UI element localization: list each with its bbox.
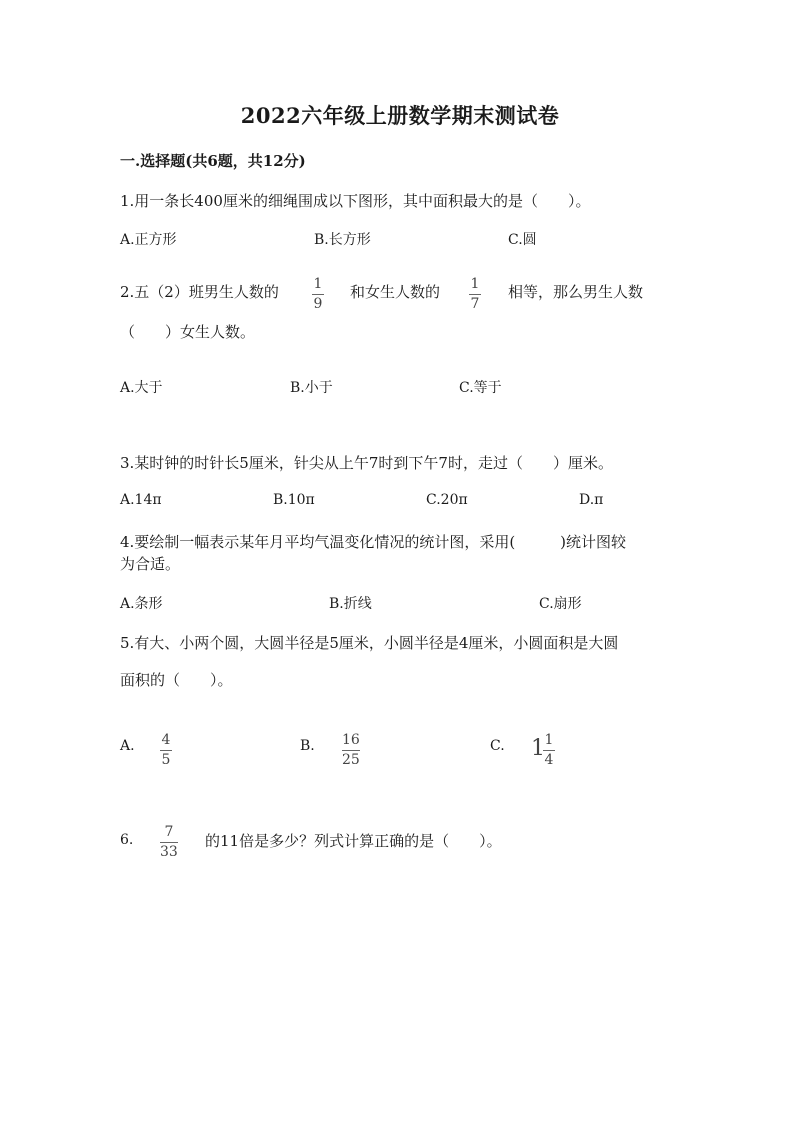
fraction-numerator: 16 [342,732,360,748]
question-3-text: 3.某时钟的时针长5厘米，针尖从上午7时到下午7时，走过（ ）厘米。 [120,454,613,472]
fraction-bar [160,750,172,751]
fraction-numerator: 1 [470,276,480,292]
fraction-denominator: 9 [313,296,323,312]
question-4-text-line2: 为合适。 [120,555,181,573]
question-1-text: 1.用一条长400厘米的细绳围成以下图形，其中面积最大的是（ ）。 [120,192,591,210]
q5-option-b-label: B. [300,738,315,754]
section-heading: 一.选择题(共6题，共12分) [120,152,306,170]
q5-option-c-fraction [543,732,555,769]
q1-option-a: A.正方形 [120,232,177,248]
fraction-bar [543,750,555,751]
q5-option-a-fraction [160,732,172,769]
fraction-denominator: 25 [342,752,360,768]
q3-option-a: A.14π [120,492,162,508]
q1-option-c: C.圆 [508,232,537,248]
fraction-denominator: 4 [544,752,554,768]
fraction-bar [312,294,324,295]
fraction-bar [342,750,360,751]
question-2-text-part2: 和女生人数的 [350,283,441,301]
q4-option-c: C.扇形 [539,596,582,612]
q4-option-a: A.条形 [120,596,163,612]
question-4-text-line1: 4.要绘制一幅表示某年月平均气温变化情况的统计图，采用( )统计图较 [120,533,627,551]
question-5-text-line2: 面积的（ ）。 [120,671,233,689]
q5-option-c-whole: 1 [531,736,545,761]
fraction-numerator: 7 [164,824,174,840]
fraction-denominator: 33 [160,844,178,860]
q6-fraction-7-33 [160,824,178,861]
q3-option-c: C.20π [426,492,468,508]
fraction-numerator: 4 [161,732,171,748]
fraction-numerator: 1 [313,276,323,292]
fraction-bar [160,842,178,843]
question-6-text: 的11倍是多少？列式计算正确的是（ ）。 [205,832,502,850]
q5-option-c-label: C. [490,738,505,754]
page-title: 2022六年级上册数学期末测试卷 [240,103,560,128]
q2-option-c: C.等于 [459,380,502,396]
q2-option-a: A.大于 [120,380,163,396]
q4-option-b: B.折线 [329,596,372,612]
question-6-label: 6. [120,832,134,848]
q2-fraction-1-9 [312,276,324,313]
question-2-text-line2: （ ）女生人数。 [120,323,256,341]
fraction-numerator: 1 [544,732,554,748]
q2-option-b: B.小于 [290,380,333,396]
q2-fraction-1-7 [469,276,481,313]
question-2-text-part3: 相等，那么男生人数 [508,283,644,301]
fraction-denominator: 7 [470,296,480,312]
q5-option-b-fraction [342,732,360,769]
fraction-denominator: 5 [161,752,171,768]
q3-option-d: D.π [579,492,604,508]
question-2-text-part1: 2.五（2）班男生人数的 [120,283,279,301]
question-5-text-line1: 5.有大、小两个圆，大圆半径是5厘米，小圆半径是4厘米，小圆面积是大圆 [120,634,619,652]
q1-option-b: B.长方形 [314,232,371,248]
fraction-bar [469,294,481,295]
q5-option-a-label: A. [120,738,135,754]
q3-option-b: B.10π [273,492,315,508]
